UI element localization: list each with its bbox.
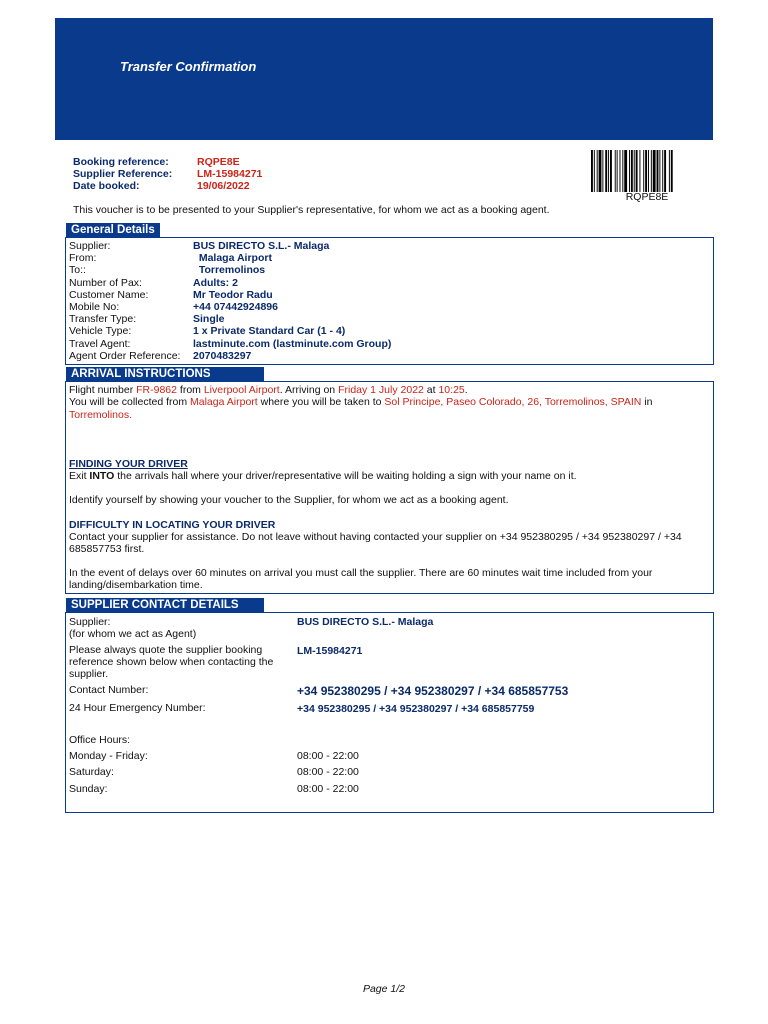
general-details-box: [65, 237, 714, 365]
barcode-bar: [620, 150, 621, 192]
flight-number: FR-9862: [136, 384, 177, 396]
booking-ref-label: Booking reference:: [73, 156, 169, 168]
emergency-number-label: 24 Hour Emergency Number:: [69, 702, 206, 714]
barcode-bar: [615, 150, 616, 192]
quote-line-1: Please always quote the supplier booking: [69, 644, 263, 656]
barcode-bar: [631, 150, 633, 192]
barcode: [591, 150, 703, 192]
delay-line-2: landing/disembarkation time.: [69, 579, 203, 591]
destination-city: Torremolinos.: [69, 409, 133, 421]
difficulty-heading: DIFFICULTY IN LOCATING YOUR DRIVER: [69, 519, 276, 531]
text: . Arriving on: [279, 384, 339, 396]
barcode-bar: [622, 150, 623, 192]
supplier-contact-box: [65, 612, 714, 813]
barcode-bar: [602, 150, 603, 192]
general-detail-label: Mobile No:: [69, 301, 120, 313]
barcode-bar: [594, 150, 595, 192]
barcode-bar: [599, 150, 602, 192]
barcode-bar: [659, 150, 660, 192]
supplier-ref-value: LM-15984271: [197, 168, 263, 180]
barcode-bar: [645, 150, 647, 192]
supplier-label: Supplier:: [69, 616, 111, 628]
barcode-bar: [617, 150, 618, 192]
general-detail-label: From:: [69, 252, 97, 265]
supplier-ref-label: Supplier Reference:: [73, 168, 173, 180]
supplier-value: BUS DIRECTO S.L.- Malaga: [297, 616, 434, 628]
quote-line-3: supplier.: [69, 668, 109, 680]
destination-address: Sol Principe, Paseo Colorado, 26, Torremolinos, SPAIN: [384, 396, 642, 408]
general-detail-value: Mr Teodor Radu: [193, 288, 273, 301]
general-detail-value: Single: [193, 313, 225, 326]
barcode-bar: [636, 150, 638, 192]
text: .: [464, 384, 468, 396]
barcode-bar: [605, 150, 607, 192]
date-booked-value: 19/06/2022: [197, 180, 250, 192]
general-detail-value: BUS DIRECTO S.L.- Malaga: [193, 240, 330, 252]
general-detail-label: Customer Name:: [69, 288, 149, 301]
intro-text: This voucher is to be presented to your Supplier's representative, for whom we act as a booking agent.: [73, 204, 550, 216]
general-detail-label: Transfer Type:: [69, 313, 137, 326]
general-detail-value: Torremolinos: [193, 264, 266, 277]
barcode-bar: [651, 150, 652, 192]
general-detail-label: Number of Pax:: [69, 276, 142, 289]
supplier-contact-heading: SUPPLIER CONTACT DETAILS: [66, 598, 264, 612]
quote-line-2: reference shown below when contacting the: [69, 656, 274, 668]
general-detail-value: lastminute.com (lastminute.com Group): [193, 337, 392, 350]
supplier-sublabel: (for whom we act as Agent): [69, 628, 197, 640]
barcode-bar: [597, 150, 598, 192]
barcode-bar: [634, 150, 635, 192]
header-banner: [55, 18, 713, 140]
text: from: [176, 384, 204, 396]
barcode-bar: [608, 150, 609, 192]
general-detail-label: Travel Agent:: [69, 337, 131, 350]
barcode-bar: [639, 150, 640, 192]
barcode-bar: [669, 150, 670, 192]
pickup-location: Malaga Airport: [190, 396, 258, 408]
barcode-bar: [624, 150, 627, 192]
barcode-bar: [643, 150, 644, 192]
general-detail-label: Supplier:: [69, 240, 111, 252]
difficulty-line-2: 685857753 first.: [69, 543, 145, 555]
text: Flight number: [69, 384, 137, 396]
booking-ref-value: RQPE8E: [197, 156, 240, 168]
office-hours-time: 08:00 - 22:00: [297, 750, 359, 762]
identify-text: Identify yourself by showing your voucher to the Supplier, for whom we act as a booking agent.: [69, 494, 509, 506]
office-hours-day: Monday - Friday:: [69, 750, 148, 762]
arrival-date: Friday 1 July 2022: [338, 384, 424, 396]
barcode-bar: [657, 150, 659, 192]
emphasis: INTO: [89, 470, 115, 482]
text: at: [423, 384, 439, 396]
quote-value: LM-15984271: [297, 645, 363, 657]
office-hours-label: Office Hours:: [69, 734, 131, 746]
barcode-bar: [653, 150, 656, 192]
arrival-time: 10:25: [438, 384, 465, 396]
general-details-heading: General Details: [66, 223, 160, 237]
office-hours-day: Sunday:: [69, 782, 108, 795]
departure-airport: Liverpool Airport: [203, 384, 280, 396]
delay-line-1: In the event of delays over 60 minutes on arrival you must call the supplier. There are 60 minutes wait time included from your: [69, 567, 653, 579]
barcode-bar: [629, 150, 630, 192]
office-hours-day: Saturday:: [69, 766, 114, 779]
page-title: Transfer Confirmation: [120, 59, 257, 74]
arrival-flight-line: [69, 384, 709, 396]
contact-number-label: Contact Number:: [69, 684, 149, 696]
text: where you will be taken to: [257, 396, 385, 408]
page-number: Page 1/2: [362, 983, 406, 995]
general-detail-value: 1 x Private Standard Car (1 - 4): [193, 325, 346, 338]
text: You will be collected from: [69, 396, 191, 408]
office-hours-time: 08:00 - 22:00: [297, 782, 359, 795]
arrival-pickup-line: [69, 396, 709, 408]
general-detail-label: Vehicle Type:: [69, 325, 132, 338]
text: Exit: [69, 470, 90, 482]
finding-driver-heading: FINDING YOUR DRIVER: [69, 458, 188, 470]
barcode-bar: [664, 150, 666, 192]
arrival-box: [65, 381, 714, 594]
text: the arrivals hall where your driver/representative will be waiting holding a sign with your name on it.: [114, 470, 577, 482]
barcode-bar: [671, 150, 673, 192]
general-detail-value: 2070483297: [193, 349, 252, 362]
emergency-number-value: +34 952380295 / +34 952380297 / +34 685857759: [297, 703, 535, 715]
general-detail-value: Malaga Airport: [193, 252, 272, 265]
barcode-bar: [648, 150, 649, 192]
barcode-text: RQPE8E: [625, 191, 669, 203]
date-booked-label: Date booked:: [73, 180, 140, 192]
difficulty-line-1: Contact your supplier for assistance. Do not leave without having contacted your supplier on +34 952380295 / +34 952380297 / +34: [69, 531, 682, 543]
barcode-bar: [610, 150, 612, 192]
arrival-heading: ARRIVAL INSTRUCTIONS: [66, 367, 264, 381]
office-hours-time: 08:00 - 22:00: [297, 766, 359, 779]
general-detail-label: Agent Order Reference:: [69, 349, 181, 362]
contact-number-value: +34 952380295 / +34 952380297 / +34 685857753: [297, 684, 569, 698]
barcode-bar: [591, 150, 593, 192]
general-detail-value: +44 07442924896: [193, 301, 278, 313]
finding-driver-text: [69, 470, 709, 482]
text: in: [641, 396, 653, 408]
general-detail-value: Adults: 2: [193, 276, 238, 289]
general-detail-label: To::: [69, 264, 86, 277]
barcode-bar: [662, 150, 663, 192]
